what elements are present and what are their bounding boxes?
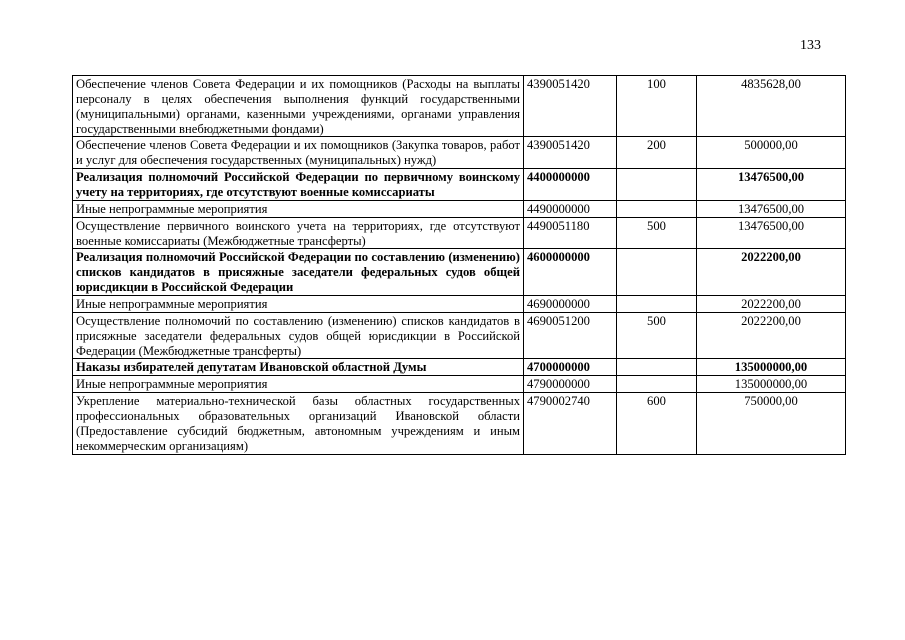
table-row xyxy=(73,76,846,137)
row-name-cell: Иные непрограммные мероприятия xyxy=(73,200,524,217)
row-sum-cell: 750000,00 xyxy=(697,393,846,454)
table-row xyxy=(73,249,846,296)
row-type-cell xyxy=(617,359,697,376)
row-code-cell: 4390051420 xyxy=(524,137,617,169)
row-code-cell: 4390051420 xyxy=(524,76,617,137)
budget-table xyxy=(72,75,846,455)
row-code-cell: 4600000000 xyxy=(524,249,617,296)
row-sum-cell: 2022200,00 xyxy=(697,296,846,313)
row-code-cell: 4690051200 xyxy=(524,312,617,359)
row-type-cell: 500 xyxy=(617,217,697,249)
row-name-cell: Иные непрограммные мероприятия xyxy=(73,296,524,313)
budget-table-body xyxy=(73,76,846,455)
row-type-cell xyxy=(617,200,697,217)
row-sum-cell: 4835628,00 xyxy=(697,76,846,137)
table-row xyxy=(73,200,846,217)
row-type-cell: 600 xyxy=(617,393,697,454)
row-name-cell: Реализация полномочий Российской Федерации по составлению (изменению) списков кандидатов в присяжные заседатели федеральных судов общей юрисдикции в Российской Федерации xyxy=(73,249,524,296)
row-type-cell: 500 xyxy=(617,312,697,359)
row-name-cell: Обеспечение членов Совета Федерации и их помощников (Закупка товаров, работ и услуг для обеспечения государственных (муниципальных) нужд) xyxy=(73,137,524,169)
table-row xyxy=(73,296,846,313)
page-number: 133 xyxy=(800,38,821,53)
row-sum-cell: 13476500,00 xyxy=(697,217,846,249)
table-row xyxy=(73,312,846,359)
row-name-cell: Обеспечение членов Совета Федерации и их помощников (Расходы на выплаты персоналу в целях обеспечения выполнения функций государственными (муниципальными) органами, казенными учреждениями, органами управления государственными внебюджетными фондами) xyxy=(73,76,524,137)
row-sum-cell: 13476500,00 xyxy=(697,200,846,217)
row-type-cell xyxy=(617,296,697,313)
row-name-cell: Осуществление полномочий по составлению (изменению) списков кандидатов в присяжные заседатели федеральных судов общей юрисдикции в Российской Федерации (Межбюджетные трансферты) xyxy=(73,312,524,359)
row-sum-cell: 135000000,00 xyxy=(697,359,846,376)
row-code-cell: 4700000000 xyxy=(524,359,617,376)
table-row xyxy=(73,393,846,454)
row-name-cell: Осуществление первичного воинского учета на территориях, где отсутствуют военные комиссариаты (Межбюджетные трансферты) xyxy=(73,217,524,249)
row-sum-cell: 500000,00 xyxy=(697,137,846,169)
row-type-cell xyxy=(617,376,697,393)
row-type-cell xyxy=(617,169,697,201)
row-code-cell: 4790000000 xyxy=(524,376,617,393)
table-row xyxy=(73,376,846,393)
row-sum-cell: 2022200,00 xyxy=(697,249,846,296)
row-code-cell: 4400000000 xyxy=(524,169,617,201)
row-sum-cell: 135000000,00 xyxy=(697,376,846,393)
row-name-cell: Наказы избирателей депутатам Ивановской областной Думы xyxy=(73,359,524,376)
row-type-cell xyxy=(617,249,697,296)
table-row xyxy=(73,359,846,376)
row-name-cell: Реализация полномочий Российской Федерации по первичному воинскому учету на территориях, где отсутствуют военные комиссариаты xyxy=(73,169,524,201)
table-row xyxy=(73,217,846,249)
row-sum-cell: 2022200,00 xyxy=(697,312,846,359)
table-row xyxy=(73,169,846,201)
row-code-cell: 4490000000 xyxy=(524,200,617,217)
row-code-cell: 4790002740 xyxy=(524,393,617,454)
row-type-cell: 100 xyxy=(617,76,697,137)
row-name-cell: Иные непрограммные мероприятия xyxy=(73,376,524,393)
table-row xyxy=(73,137,846,169)
row-code-cell: 4690000000 xyxy=(524,296,617,313)
row-name-cell: Укрепление материально-технической базы областных государственных профессиональных образовательных организаций Ивановской области (Предоставление субсидий бюджетным, автономным учреждениям и иным некоммерческим организациям) xyxy=(73,393,524,454)
row-sum-cell: 13476500,00 xyxy=(697,169,846,201)
row-code-cell: 4490051180 xyxy=(524,217,617,249)
row-type-cell: 200 xyxy=(617,137,697,169)
